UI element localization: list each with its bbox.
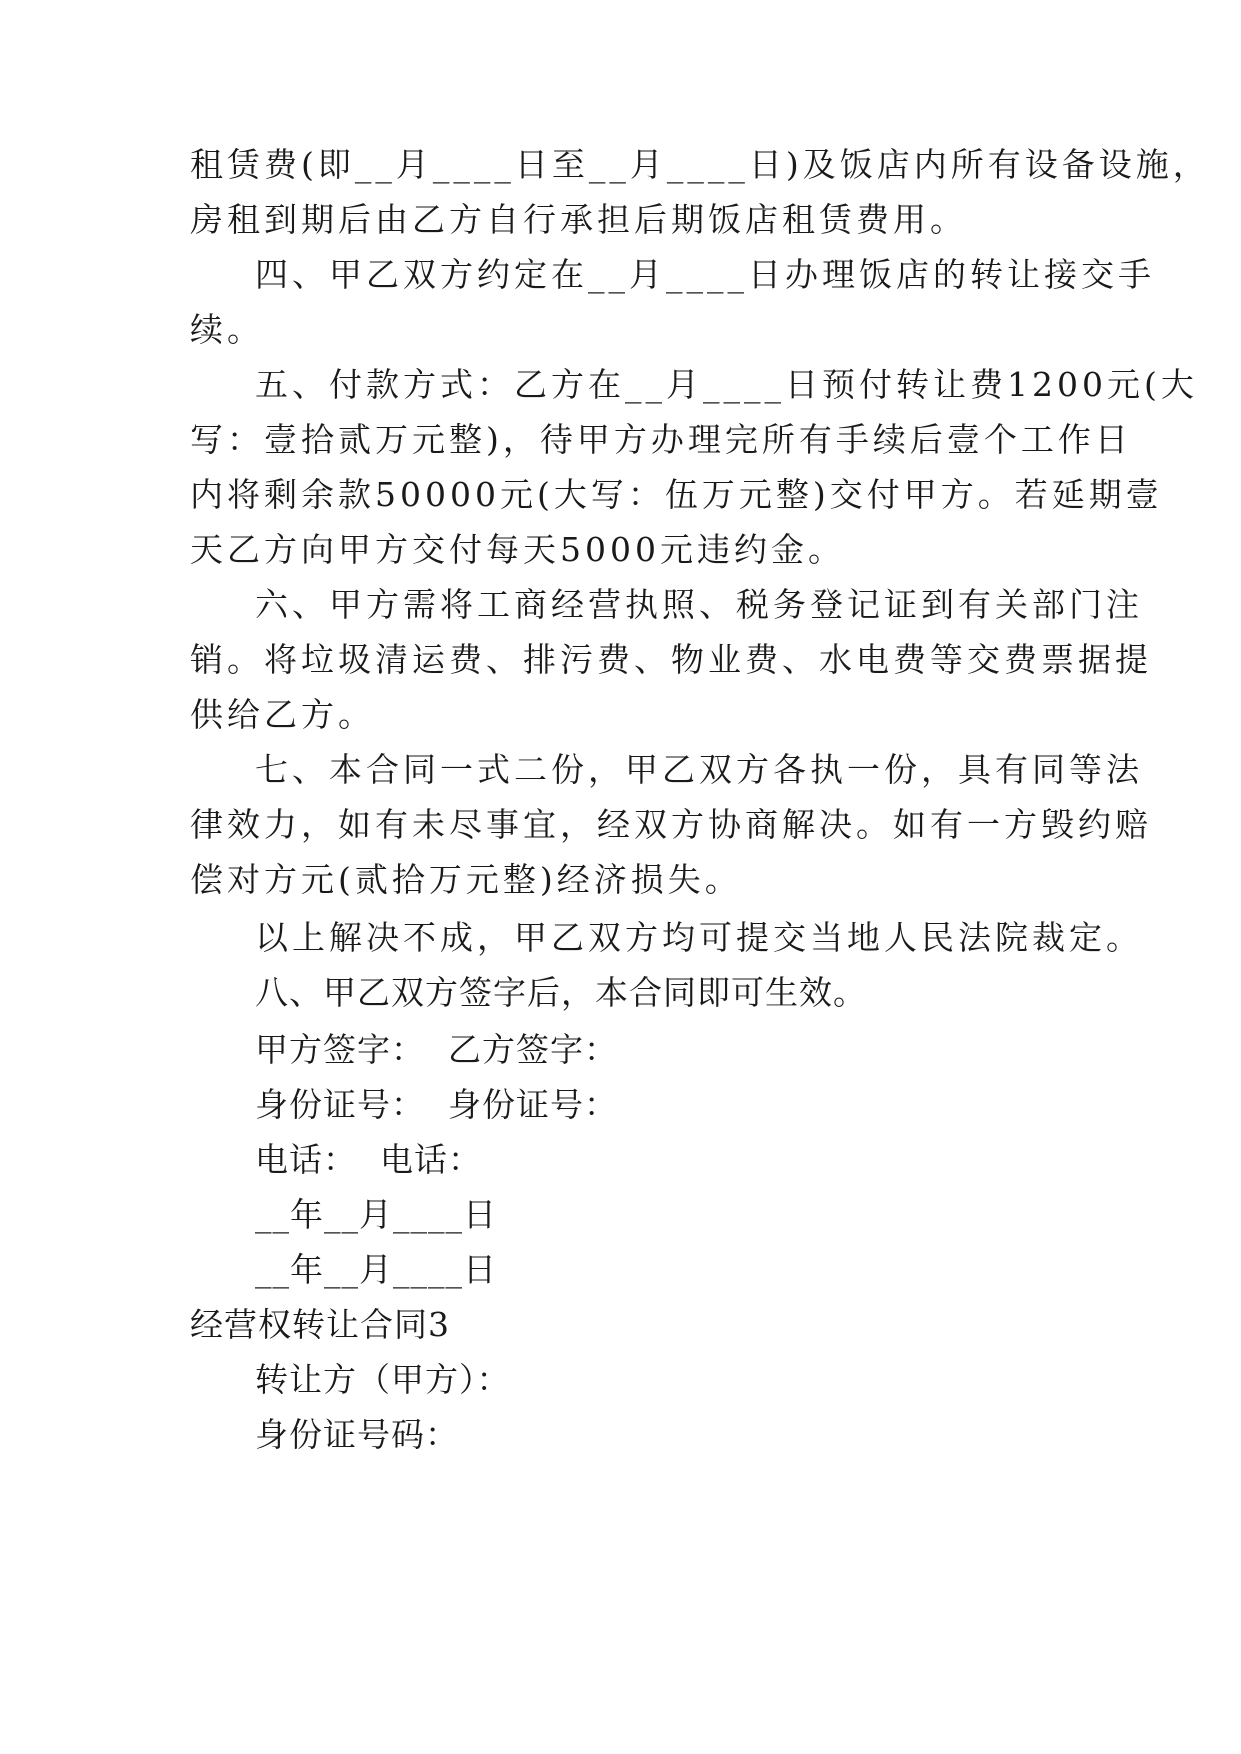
paragraph-line: 房租到期后由乙方自行承担后期饭店租赁费用。 xyxy=(190,200,967,239)
id-number-line: 身份证号码： xyxy=(255,1415,459,1454)
clause-8-line: 八、甲乙双方签字后，本合同即可生效。 xyxy=(255,973,867,1012)
paragraph-line: 销。将垃圾清运费、排污费、物业费、水电费等交费票据提 xyxy=(190,640,1152,679)
paragraph-line: 续。 xyxy=(190,310,264,349)
date-line: __年__月____日 xyxy=(255,1250,497,1289)
dispute-line: 以上解决不成，甲乙双方均可提交当地人民法院裁定。 xyxy=(255,918,1143,957)
id-number-line: 身份证号： 身份证号： xyxy=(255,1085,618,1124)
clause-4-line: 四、甲乙双方约定在__月____日办理饭店的转让接交手 xyxy=(255,255,1155,294)
paragraph-line: 天乙方向甲方交付每天5000元违约金。 xyxy=(190,530,845,569)
paragraph-line: 租赁费(即__月____日至__月____日)及饭店内所有设备设施， xyxy=(190,145,1210,184)
signature-line: 甲方签字： 乙方签字： xyxy=(255,1030,618,1069)
paragraph-line: 写：壹拾贰万元整)，待甲方办理完所有手续后壹个工作日 xyxy=(190,420,1132,459)
section-title: 经营权转让合同3 xyxy=(190,1305,450,1344)
transferor-line: 转让方（甲方）： xyxy=(255,1360,511,1399)
paragraph-line: 律效力，如有未尽事宜，经双方协商解决。如有一方毁约赔 xyxy=(190,805,1152,844)
date-line: __年__月____日 xyxy=(255,1195,497,1234)
paragraph-line: 偿对方元(贰拾万元整)经济损失。 xyxy=(190,860,742,899)
clause-6-line: 六、甲方需将工商经营执照、税务登记证到有关部门注 xyxy=(255,585,1143,624)
clause-5-line: 五、付款方式：乙方在__月____日预付转让费1200元(大 xyxy=(255,365,1198,404)
paragraph-line: 内将剩余款50000元(大写：伍万元整)交付甲方。若延期壹 xyxy=(190,475,1163,514)
paragraph-line: 供给乙方。 xyxy=(190,695,375,734)
clause-7-line: 七、本合同一式二份，甲乙双方各执一份，具有同等法 xyxy=(255,750,1143,789)
phone-line: 电话： 电话： xyxy=(255,1140,482,1179)
